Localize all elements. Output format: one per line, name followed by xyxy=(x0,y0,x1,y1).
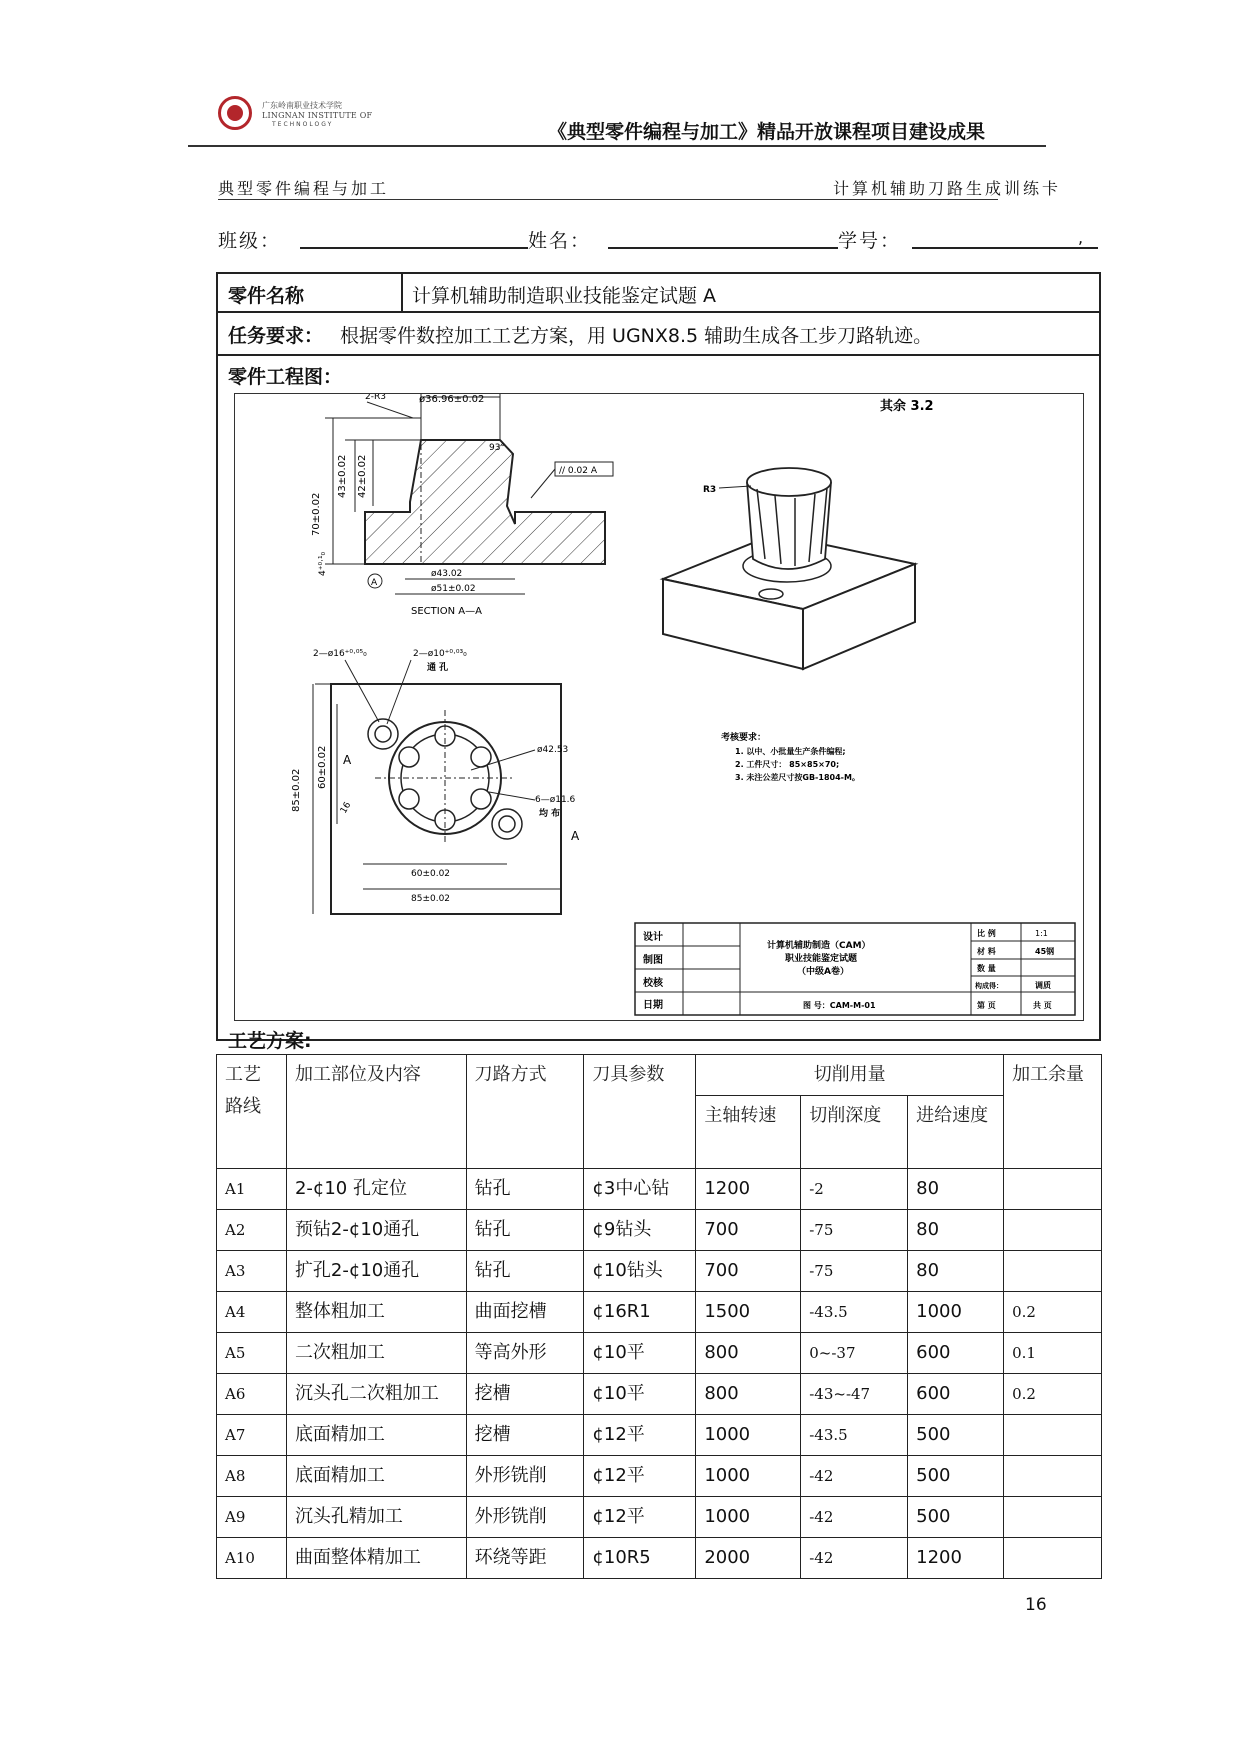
tb-draw: 制图 xyxy=(643,955,663,966)
speed-cell: 1000 xyxy=(696,1497,801,1538)
route-cell: A3 xyxy=(217,1251,287,1292)
depth-cell: -75 xyxy=(801,1210,908,1251)
allowance-cell: 0.2 xyxy=(1004,1292,1102,1333)
row-divider xyxy=(218,311,1099,313)
class-field[interactable] xyxy=(300,247,528,249)
class-label: 班级： xyxy=(218,230,282,252)
allowance-cell xyxy=(1004,1538,1102,1579)
dim-4253: ø42.53 xyxy=(537,745,569,755)
hole2-note: 2—ø10⁺⁰·⁰³₀ xyxy=(413,649,467,659)
depth-cell: 0~-37 xyxy=(801,1333,908,1374)
route-cell: A10 xyxy=(217,1538,287,1579)
header-cutting: 切削用量 xyxy=(696,1055,1004,1096)
dim-42: 42±0.02 xyxy=(357,454,368,498)
tb-check: 校核 xyxy=(643,978,663,989)
path-cell: 外形铣削 xyxy=(466,1456,584,1497)
section-label: SECTION A—A xyxy=(411,606,482,617)
speed-cell: 800 xyxy=(696,1374,801,1415)
engineering-drawing xyxy=(234,393,1084,1021)
tool-cell: ¢3中心钻 xyxy=(584,1169,696,1210)
allowance-cell xyxy=(1004,1456,1102,1497)
tool-cell: ¢16R1 xyxy=(584,1292,696,1333)
name-label: 姓名： xyxy=(528,230,592,252)
card-type: 计算机辅助刀路生成训练卡 xyxy=(833,179,1062,198)
id-field[interactable] xyxy=(912,247,1098,249)
path-cell: 钻孔 xyxy=(466,1169,584,1210)
dim-611: 6—ø11.6 xyxy=(535,795,576,805)
table-row xyxy=(217,1374,1102,1415)
tb-scale-label: 比 例 xyxy=(977,929,996,938)
feed-cell: 1000 xyxy=(908,1292,1004,1333)
logo-en2-text: TECHNOLOGY xyxy=(272,121,334,128)
header-depth: 切削深度 xyxy=(801,1096,908,1169)
route-cell: A7 xyxy=(217,1415,287,1456)
dim-4: 4⁺⁰·¹₀ xyxy=(318,551,328,576)
route-cell: A5 xyxy=(217,1333,287,1374)
logo-en-text: LINGNAN INSTITUTE OF xyxy=(262,111,373,120)
content-cell: 沉头孔二次粗加工 xyxy=(286,1374,466,1415)
drawing-svg xyxy=(235,394,1082,1019)
dim-70: 70±0.02 xyxy=(311,492,322,536)
route-cell: A4 xyxy=(217,1292,287,1333)
hole2-sub: 通 孔 xyxy=(427,663,449,673)
path-cell: 等高外形 xyxy=(466,1333,584,1374)
table-row xyxy=(217,1415,1102,1456)
content-cell: 底面精加工 xyxy=(286,1456,466,1497)
part-name-value: 计算机辅助制造职业技能鉴定试题 A xyxy=(412,285,717,307)
tool-cell: ¢12平 xyxy=(584,1497,696,1538)
route-cell: A9 xyxy=(217,1497,287,1538)
logo-cn-text: 广东岭南职业技术学院 xyxy=(262,101,342,110)
speed-cell: 1500 xyxy=(696,1292,801,1333)
tb-qty-label: 数 量 xyxy=(977,964,996,973)
tb-mat-label: 材 料 xyxy=(977,947,996,956)
tb-title1: 计算机辅助制造（CAM） xyxy=(767,941,871,951)
allowance-cell xyxy=(1004,1169,1102,1210)
feed-cell: 80 xyxy=(908,1210,1004,1251)
tech-requirements xyxy=(721,731,860,782)
depth-cell: -75 xyxy=(801,1251,908,1292)
header-title: 《典型零件编程与加工》精品开放课程项目建设成果 xyxy=(548,121,986,143)
feed-cell: 500 xyxy=(908,1456,1004,1497)
speed-cell: 1200 xyxy=(696,1169,801,1210)
depth-cell: -43.5 xyxy=(801,1415,908,1456)
route-cell: A1 xyxy=(217,1169,287,1210)
process-header-row xyxy=(217,1055,1102,1096)
card-divider xyxy=(218,199,998,200)
content-cell: 二次粗加工 xyxy=(286,1333,466,1374)
section-view xyxy=(311,394,613,617)
header-divider xyxy=(188,145,1046,147)
top-view xyxy=(291,649,580,914)
school-logo-icon xyxy=(218,96,252,130)
dim-85h: 85±0.02 xyxy=(411,894,451,904)
dim-611-sub: 均 布 xyxy=(539,809,561,819)
speed-cell: 1000 xyxy=(696,1415,801,1456)
feed-cell: 80 xyxy=(908,1169,1004,1210)
path-cell: 环绕等距 xyxy=(466,1538,584,1579)
drawing-label: 零件工程图： xyxy=(228,366,343,388)
speed-cell: 700 xyxy=(696,1251,801,1292)
table-row xyxy=(217,1251,1102,1292)
tool-cell: ¢12平 xyxy=(584,1415,696,1456)
tb-scale-value: 1:1 xyxy=(1035,929,1048,938)
tool-cell: ¢9钻头 xyxy=(584,1210,696,1251)
route-cell: A6 xyxy=(217,1374,287,1415)
dim-43: 43±0.02 xyxy=(337,454,348,498)
tb-title2: 职业技能鉴定试题 xyxy=(785,954,858,964)
depth-cell: -42 xyxy=(801,1456,908,1497)
table-row xyxy=(217,1169,1102,1210)
tool-cell: ¢10钻头 xyxy=(584,1251,696,1292)
route-cell: A2 xyxy=(217,1210,287,1251)
table-row xyxy=(217,1292,1102,1333)
tb-figno: 图 号：CAM-M-01 xyxy=(803,1001,876,1010)
tb-mat-value: 45钢 xyxy=(1035,947,1055,956)
feed-cell: 600 xyxy=(908,1374,1004,1415)
speed-cell: 700 xyxy=(696,1210,801,1251)
header-path: 刀路方式 xyxy=(466,1055,584,1169)
route-cell: A8 xyxy=(217,1456,287,1497)
header-route: 工艺路线 xyxy=(217,1055,287,1169)
dim-85v: 85±0.02 xyxy=(291,768,302,812)
tb-total: 共 页 xyxy=(1033,1001,1052,1010)
task-label: 任务要求： xyxy=(228,325,324,347)
hole1-note: 2—ø16⁺⁰·⁰⁵₀ xyxy=(313,649,367,659)
dim-43-02: ø43.02 xyxy=(431,569,463,579)
tolerance-text: // 0.02 A xyxy=(559,466,597,476)
id-label: 学号： xyxy=(838,230,902,252)
content-cell: 沉头孔精加工 xyxy=(286,1497,466,1538)
page-number: 16 xyxy=(1025,1595,1047,1615)
table-row xyxy=(217,1538,1102,1579)
dim-top: ø36.96±0.02 xyxy=(419,394,485,405)
tech-3: 3. 未注公差尺寸按GB-1804-M。 xyxy=(735,773,860,782)
depth-cell: -2 xyxy=(801,1169,908,1210)
header-tool: 刀具参数 xyxy=(584,1055,696,1169)
speed-cell: 800 xyxy=(696,1333,801,1374)
part-name-label: 零件名称 xyxy=(228,285,305,307)
feed-cell: 500 xyxy=(908,1497,1004,1538)
tech-1: 1. 以中、小批量生产条件编程; xyxy=(735,747,846,756)
isometric-view xyxy=(663,468,915,669)
content-cell: 2-¢10 孔定位 xyxy=(286,1169,466,1210)
path-cell: 挖槽 xyxy=(466,1415,584,1456)
table-row xyxy=(217,1456,1102,1497)
row-divider xyxy=(218,354,1099,356)
tb-grade-value: 调质 xyxy=(1035,981,1051,990)
card-course-name: 典型零件编程与加工 xyxy=(218,179,390,198)
dim-angle: 93° xyxy=(489,443,505,453)
header-content: 加工部位及内容 xyxy=(286,1055,466,1169)
path-cell: 曲面挖槽 xyxy=(466,1292,584,1333)
content-cell: 预钻2-¢10通孔 xyxy=(286,1210,466,1251)
allowance-cell: 0.1 xyxy=(1004,1333,1102,1374)
dim-2r3: 2-R3 xyxy=(365,394,386,402)
header-allowance: 加工余量 xyxy=(1004,1055,1102,1169)
header-spindle: 主轴转速 xyxy=(696,1096,801,1169)
tb-design: 设计 xyxy=(643,932,663,943)
depth-cell: -42 xyxy=(801,1497,908,1538)
title-block xyxy=(635,923,1075,1015)
table-row xyxy=(217,1497,1102,1538)
feed-cell: 1200 xyxy=(908,1538,1004,1579)
tb-title3: （中级A卷） xyxy=(797,967,849,977)
path-cell: 挖槽 xyxy=(466,1374,584,1415)
col-divider xyxy=(401,274,403,311)
section-mark-a: A xyxy=(343,753,352,767)
content-cell: 整体粗加工 xyxy=(286,1292,466,1333)
path-cell: 外形铣削 xyxy=(466,1497,584,1538)
feed-cell: 80 xyxy=(908,1251,1004,1292)
tech-2: 2. 工件尺寸： 85×85×70; xyxy=(735,760,840,769)
process-body xyxy=(217,1169,1102,1579)
dim-60v: 60±0.02 xyxy=(317,745,328,789)
dim-51: ø51±0.02 xyxy=(431,584,476,594)
allowance-cell xyxy=(1004,1251,1102,1292)
depth-cell: -43~-47 xyxy=(801,1374,908,1415)
dim-60h: 60±0.02 xyxy=(411,869,451,879)
depth-cell: -42 xyxy=(801,1538,908,1579)
section-mark-a2: A xyxy=(571,829,580,843)
process-table xyxy=(216,1054,1102,1579)
name-field[interactable] xyxy=(608,247,838,249)
task-value: 根据零件数控加工工艺方案，用 UGNX8.5 辅助生成各工步刀路轨迹。 xyxy=(340,325,933,347)
tech-title: 考核要求： xyxy=(721,733,767,743)
depth-cell: -43.5 xyxy=(801,1292,908,1333)
path-cell: 钻孔 xyxy=(466,1251,584,1292)
dim-r3: R3 xyxy=(703,485,717,495)
roughness-note: 其余 3.2 xyxy=(880,399,934,414)
feed-cell: 600 xyxy=(908,1333,1004,1374)
content-cell: 扩孔2-¢10通孔 xyxy=(286,1251,466,1292)
speed-cell: 1000 xyxy=(696,1456,801,1497)
datum-a: A xyxy=(371,578,378,588)
dim-16: 16 xyxy=(338,800,354,816)
feed-cell: 500 xyxy=(908,1415,1004,1456)
id-trailing: , xyxy=(1078,228,1086,247)
allowance-cell: 0.2 xyxy=(1004,1374,1102,1415)
tool-cell: ¢10平 xyxy=(584,1374,696,1415)
tool-cell: ¢12平 xyxy=(584,1456,696,1497)
tb-date: 日期 xyxy=(643,1000,663,1011)
content-cell: 底面精加工 xyxy=(286,1415,466,1456)
table-row xyxy=(217,1210,1102,1251)
allowance-cell xyxy=(1004,1415,1102,1456)
allowance-cell xyxy=(1004,1210,1102,1251)
allowance-cell xyxy=(1004,1497,1102,1538)
path-cell: 钻孔 xyxy=(466,1210,584,1251)
tb-sheet: 第 页 xyxy=(977,1001,996,1010)
table-row xyxy=(217,1333,1102,1374)
speed-cell: 2000 xyxy=(696,1538,801,1579)
tb-grade-label: 构成得： xyxy=(975,982,1003,990)
tool-cell: ¢10R5 xyxy=(584,1538,696,1579)
content-cell: 曲面整体精加工 xyxy=(286,1538,466,1579)
tool-cell: ¢10平 xyxy=(584,1333,696,1374)
header-feed: 进给速度 xyxy=(908,1096,1004,1169)
process-label: 工艺方案: xyxy=(228,1030,312,1052)
